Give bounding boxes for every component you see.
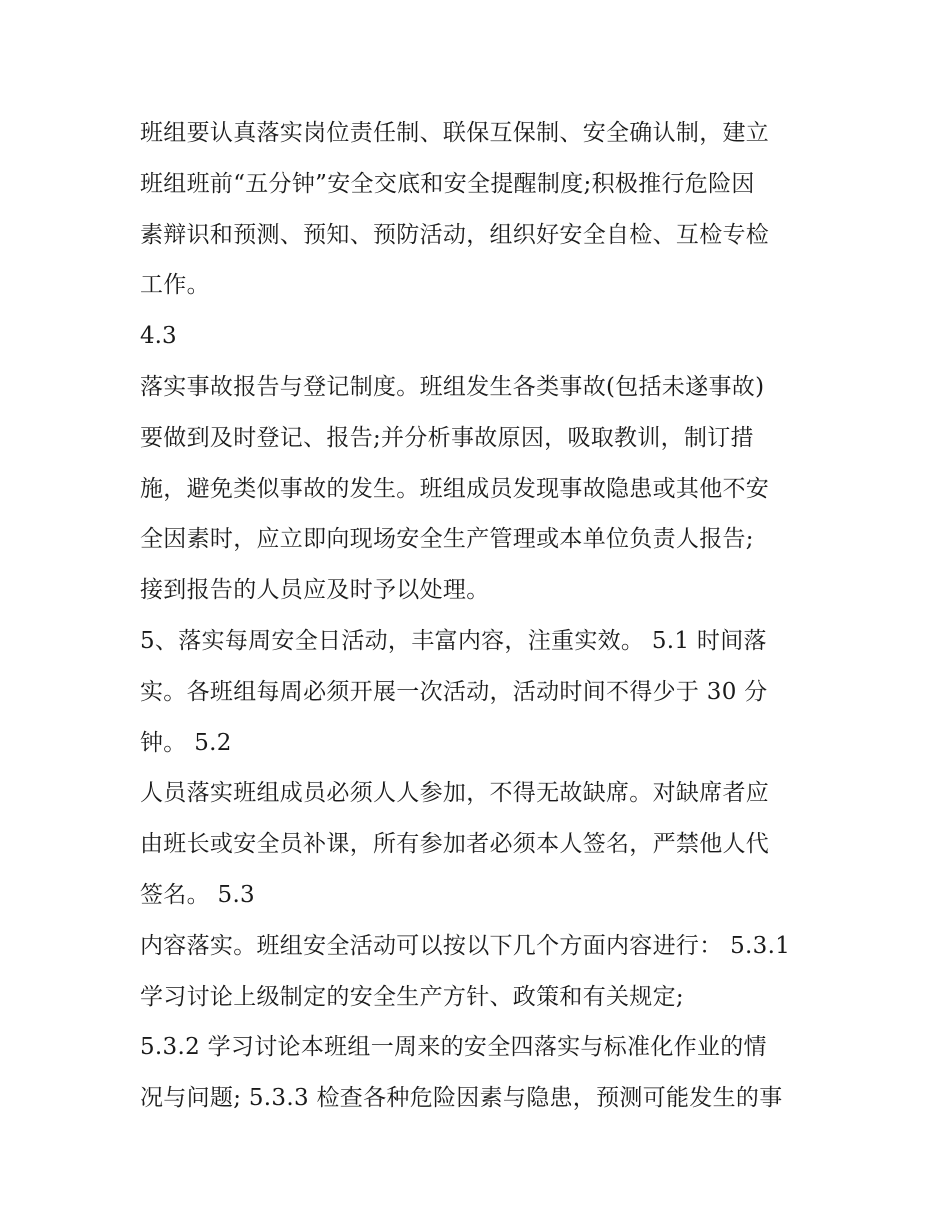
text-line: 签名。 5.3	[140, 881, 255, 908]
text-line: 5、落实每周安全日活动，丰富内容，注重实效。 5.1 时间落	[140, 627, 767, 654]
text-line: 班组要认真落实岗位责任制、联保互保制、安全确认制，建立	[140, 120, 770, 146]
text-line: 全因素时，应立即向现场安全生产管理或本单位负责人报告;	[140, 526, 754, 553]
text-line: 班组班前“五分钟”安全交底和安全提醒制度;积极推行危险因	[140, 170, 755, 197]
section-number: 4.3	[140, 323, 177, 350]
text-line: 施，避免类似事故的发生。班组成员发现事故隐患或其他不安	[140, 475, 770, 502]
text-line: 钟。 5.2	[140, 729, 232, 756]
text-line: 落实事故报告与登记制度。班组发生各类事故(包括未遂事故)	[140, 373, 765, 400]
text-line: 要做到及时登记、报告;并分析事故原因，吸取教训，制订措	[140, 424, 754, 451]
text-line: 内容落实。班组安全活动可以按以下几个方面内容进行： 5.3.1	[140, 932, 791, 959]
text-line: 接到报告的人员应及时予以处理。	[140, 577, 490, 604]
text-line: 学习讨论上级制定的安全生产方针、政策和有关规定;	[140, 983, 684, 1010]
text-line: 素辩识和预测、预知、预防活动，组织好安全自检、互检专检	[140, 221, 770, 248]
text-line: 实。各班组每周必须开展一次活动，活动时间不得少于 30 分	[140, 678, 768, 705]
text-line: 人员落实班组成员必须人人参加，不得无故缺席。对缺席者应	[140, 780, 770, 807]
text-line: 5.3.2 学习讨论本班组一周来的安全四落实与标准化作业的情	[140, 1034, 767, 1061]
text-line: 工作。	[140, 272, 210, 299]
text-line: 况与问题; 5.3.3 检查各种危险因素与隐患，预测可能发生的事	[140, 1085, 783, 1112]
document-body	[140, 108, 820, 1124]
text-line: 由班长或安全员补课，所有参加者必须本人签名，严禁他人代	[140, 831, 770, 858]
